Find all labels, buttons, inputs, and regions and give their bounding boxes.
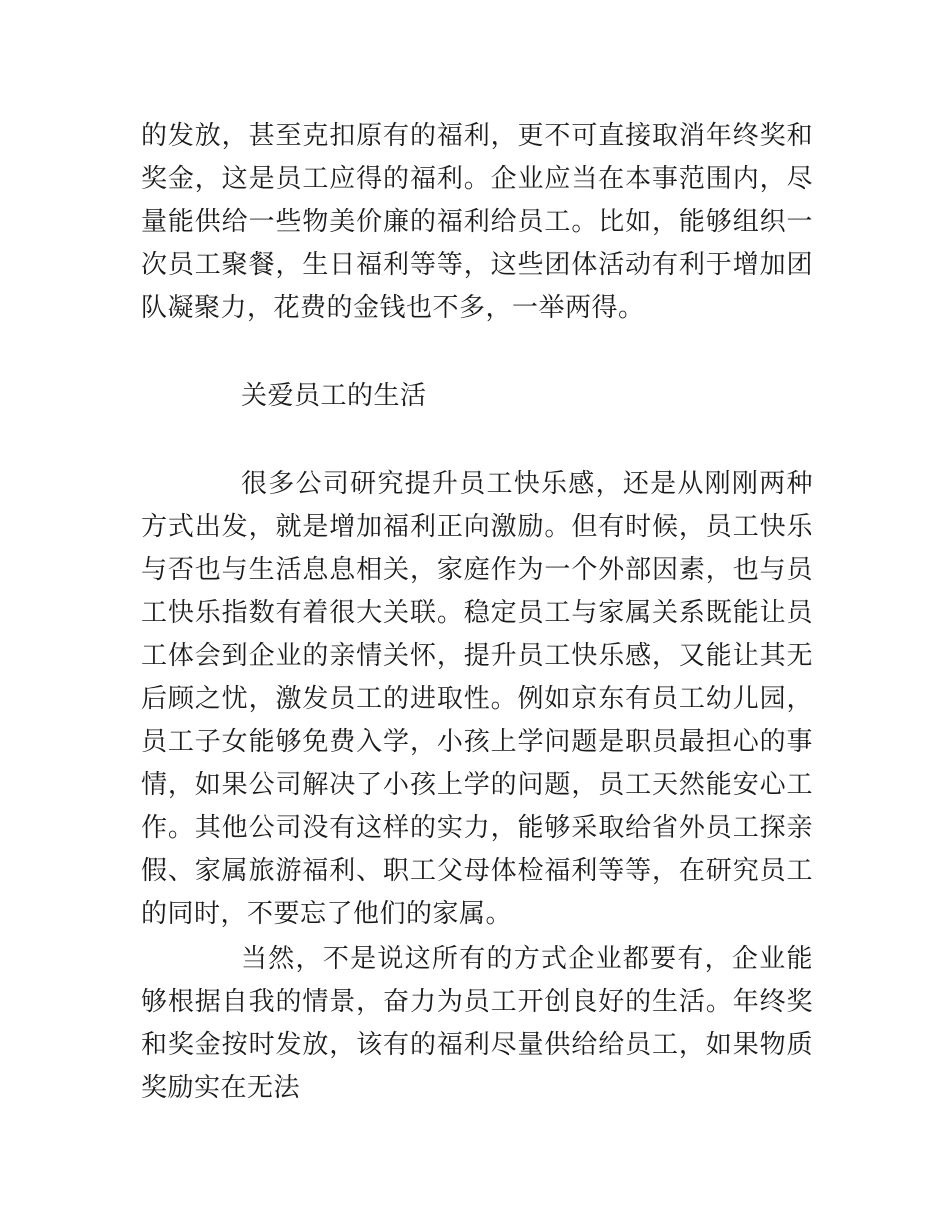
section-heading-employee-life: 关爱员工的生活 xyxy=(241,381,427,411)
paragraph-conclusion: 当然，不是说这所有的方式企业都要有，企业能够根据自我的情景，奋力为员工开创良好的生活。年终奖和奖金按时发放，该有的福利尽量供给给员工，如果物质奖励实在无法 xyxy=(141,944,813,1103)
paragraph-employee-happiness: 很多公司研究提升员工快乐感，还是从刚刚两种方式出发，就是增加福利正向激励。但有时候，员工快乐与否也与生活息息相关，家庭作为一个外部因素，也与员工快乐指数有着很大关联。稳定员工与家属关系既能让员工体会到企业的亲情关怀，提升员工快乐感，又能让其无后顾之忧，激发员工的进取性。例如京东有员工幼儿园，员工子女能够免费入学，小孩上学问题是职员最担心的事情，如果公司解决了小孩上学的问题，员工天然能安心工作。其他公司没有这样的实力，能够采取给省外员工探亲假、家属旅游福利、职工父母体检福利等等，在研究员工的同时，不要忘了他们的家属。 xyxy=(141,469,813,929)
paragraph-benefits-continued: 的发放，甚至克扣原有的福利，更不可直接取消年终奖和奖金，这是员工应得的福利。企业应当在本事范围内，尽量能供给一些物美价廉的福利给员工。比如，能够组织一次员工聚餐，生日福利等等，这些团体活动有利于增加团队凝聚力，花费的金钱也不多，一举两得。 xyxy=(141,121,813,323)
